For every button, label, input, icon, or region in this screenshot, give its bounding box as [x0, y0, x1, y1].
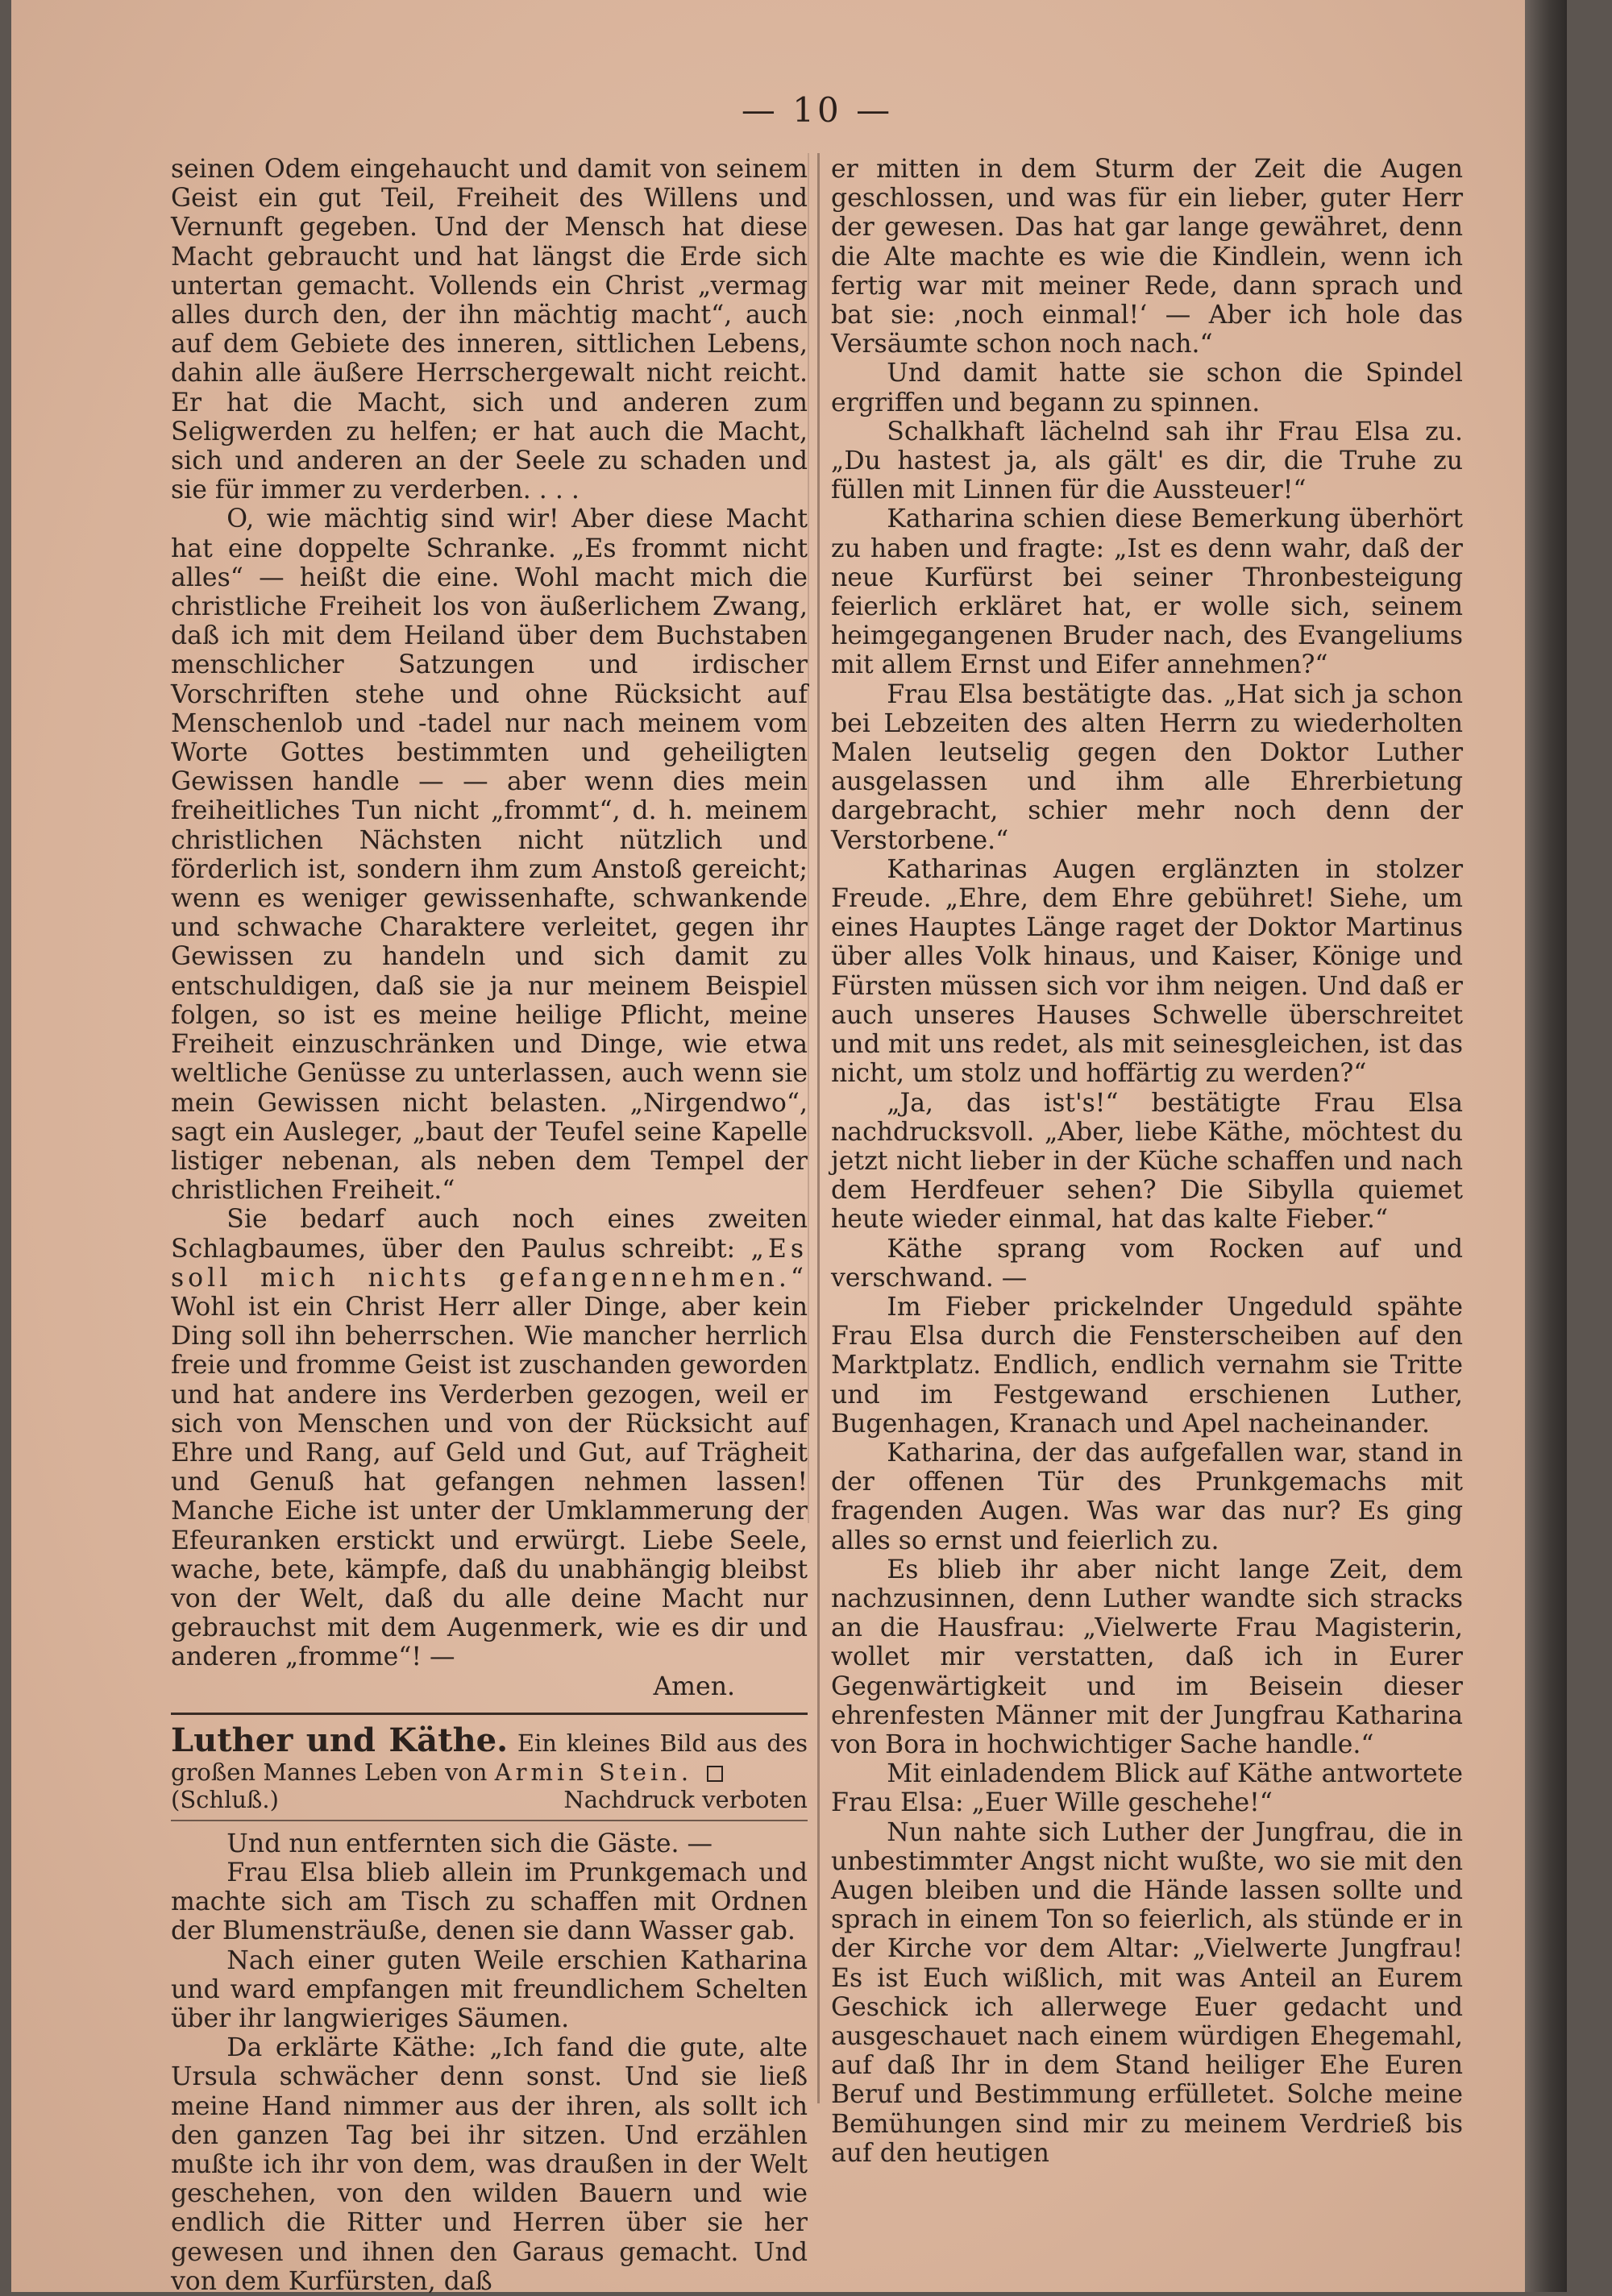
header-underline — [171, 1820, 808, 1821]
box-icon — [707, 1766, 723, 1782]
book-spine — [1525, 0, 1567, 2292]
section-divider — [171, 1713, 808, 1715]
story-paragraph: Katharina, der das aufgefallen war, stand in der offenen Tür des Prunkgemachs mit fragenden Augen. Was war das nur? Es ging alles so ernst und feierlich zu. — [831, 1438, 1463, 1555]
story-paragraph: Nach einer guten Weile erschien Katharina und ward empfangen mit freundlichem Schelten über ihr langwieriges Säumen. — [171, 1945, 808, 2033]
story-closing-note: (Schluß.) — [171, 1785, 279, 1813]
bible-quote: „Es soll mich nichts gefangennehmen.“ — [171, 1234, 808, 1293]
story-paragraph: Katharina schien diese Bemerkung überhört zu haben und fragte: „Ist es denn wahr, daß der neue Kurfürst bei seiner Thronbesteigung feierlich erkläret hat, er wolle sich, seinem heimgegangenen Bruder nach, des Evangeliums mit allem Ernst und Eifer annehmen?“ — [831, 504, 1463, 680]
story-subtitle: Ein kleines Bild aus des großen Mannes Leben von — [171, 1729, 808, 1786]
sermon-text: Wohl ist ein Christ Herr aller Dinge, aber kein Ding soll ihn beherrschen. Wie mancher herrlich freie und fromme Geist ist zuschanden geworden und hat andere ins Verderben gezogen, weil er sich von Menschen und von der Rücksicht auf Ehre und Rang, auf Geld und Gut, auf Trägheit und Genuß hat gefangen nehmen lassen! Manche Eiche ist unter der Umklammerung der Efeuranken erstickt und erwürgt. Liebe Seele, wache, bete, kämpfe, daß du unabhängig bleibst von der Welt, daß du alle deine Macht nur gebrauchst mit dem Augenmerk, wie es dir und anderen „fromme“! — — [171, 1292, 808, 1672]
story-paragraph: er mitten in dem Sturm der Zeit die Augen geschlossen, und was für ein lieber, guter Herr der gewesen. Das hat gar lange gewähret, denn die Alte machte es wie die Kindlein, wenn ich fertig war mit meiner Rede, dann sprach und bat sie: ‚noch einmal!‘ — Aber ich hole das Versäumte schon noch nach.“ — [831, 155, 1463, 359]
story-paragraph: Und damit hatte sie schon die Spindel ergriffen und begann zu spinnen. — [831, 359, 1463, 417]
story-paragraph: „Ja, das ist's!“ bestätigte Frau Elsa nachdrucksvoll. „Aber, liebe Käthe, möchtest du jetzt nicht lieber in der Küche schaffen und nach dem Herdfeuer sehen? Die Sibylla quiemet heute wieder einmal, hat das kalte Fieber.“ — [831, 1088, 1463, 1235]
column-fold-line — [808, 153, 809, 1523]
story-paragraph: Nun nahte sich Luther der Jungfrau, die in unbestimmter Angst nicht wußte, wo sie mit den Augen bleiben und die Hände lassen sollte und sprach in einem Ton so feierlich, als stünde er in der Kirche vor dem Altar: „Vielwerte Jungfrau! Es ist Euch wißlich, mit was Anteil an Eurem Geschick ich allerwege Euer gedacht und ausgeschauet nach einem würdigen Ehegemahl, auf daß Ihr in dem Stand heiliger Ehe Euren Beruf und Bestimmung erfülletet. Solche meine Bemühungen sind mir zu meinem Verdrieß bis auf den heutigen — [831, 1817, 1463, 2168]
reprint-notice: Nachdruck verboten — [563, 1785, 808, 1813]
story-paragraph: Frau Elsa blieb allein im Prunkgemach und machte sich am Tisch zu schaffen mit Ordnen der Blumensträuße, denen sie dann Wasser gab. — [171, 1858, 808, 1946]
story-paragraph: Schalkhaft lächelnd sah ihr Frau Elsa zu. „Du hastest ja, als gält' es dir, die Truhe zu füllen mit Linnen für die Aussteuer!“ — [831, 417, 1463, 505]
sermon-text: Sie bedarf auch noch eines zweiten Schlagbaumes, über den Paulus schreibt: — [171, 1205, 808, 1264]
right-column — [831, 155, 1463, 2168]
story-meta — [171, 1786, 808, 1813]
story-author: Armin Stein. — [494, 1758, 693, 1786]
story-paragraph: Im Fieber prickelnder Ungeduld spähte Frau Elsa durch die Fensterscheiben auf den Marktplatz. Endlich, endlich vernahm sie Tritte und im Festgewand erschienen Luther, Bugenhagen, Kranach und Apel nacheinander. — [831, 1292, 1463, 1439]
story-paragraph: Und nun entfernten sich die Gäste. — — [226, 1829, 713, 1858]
sermon-closing-amen: Amen. — [653, 1671, 735, 1701]
story-paragraph: Es blieb ihr aber nicht lange Zeit, dem nachzusinnen, denn Luther wandte sich stracks an die Hausfrau: „Vielwerte Frau Magisterin, wollet mir verstatten, daß ich in Eurer Gegenwärtigkeit und im Beisein dieser ehrenfesten Männer mit der Jungfrau Katharina von Bora in hochwichtiger Sache handle.“ — [831, 1555, 1463, 1759]
story-title: Luther und Käthe. — [171, 1721, 509, 1759]
sermon-paragraph: seinen Odem eingehaucht und damit von seinem Geist ein gut Teil, Freiheit des Willens und Vernunft gegeben. Und der Mensch hat diese Macht gebraucht und hat längst die Erde sich untertan gemacht. Vollends ein Christ „vermag alles durch den, der ihn mächtig macht“, auch auf dem Gebiete des inneren, sittlichen Lebens, dahin alle äußere Herrschergewalt nicht reicht. Er hat die Macht, sich und anderen zum Seligwerden zu helfen; er hat auch die Macht, sich und anderen an der Seele zu schaden und sie für immer zu verderben. . . . — [171, 155, 808, 505]
story-paragraph: Da erklärte Käthe: „Ich fand die gute, alte Ursula schwächer denn sonst. Und sie ließ meine Hand nimmer aus der ihren, als sollt ich den ganzen Tag bei ihr sitzen. Und erzählen mußte ich ihr von dem, was draußen in der Welt geschehen, von den wilden Bauern und wie endlich die Ritter und Herren über sie her gewesen und ihnen den Garaus gemacht. Und von dem Kurfürsten, daß — [171, 2033, 808, 2296]
sermon-paragraph — [171, 1205, 808, 1671]
story-paragraph: Käthe sprang vom Rocken auf und verschwand. — — [831, 1234, 1463, 1293]
story-header — [171, 1723, 808, 1786]
column-divider — [817, 153, 820, 2103]
story-paragraph: Katharinas Augen erglänzten in stolzer Freude. „Ehre, dem Ehre gebühret! Siehe, um eines Hauptes Länge raget der Doktor Martinus über alles Volk hinaus, und Kaiser, Könige und Fürsten müssen sich vor ihm neigen. Und daß er auch unseres Hauses Schwelle überschreitet und mit uns redet, als mit seinesgleichen, ist das nicht, um stolz und hoffärtig zu werden?“ — [831, 854, 1463, 1089]
sermon-paragraph: O, wie mächtig sind wir! Aber diese Macht hat eine doppelte Schranke. „Es frommt nicht alles“ — heißt die eine. Wohl macht mich die christliche Freiheit los von äußerlichem Zwang, daß ich mit dem Heiland über dem Buchstaben menschlicher Satzungen und irdischer Vorschriften stehe und ohne Rücksicht auf Menschenlob und -tadel nur nach meinem vom Worte Gottes bestimmten und geheiligten Gewissen handle — — aber wenn dies mein freiheitliches Tun nicht „frommt“, d. h. meinem christlichen Nächsten nicht nützlich und förderlich ist, sondern ihm zum Anstoß gereicht; wenn es weniger gewissenhafte, schwankende und schwache Charaktere verleitet, gegen ihr Gewissen zu handeln und sich damit zu entschuldigen, daß sie ja nur meinem Beispiel folgen, so ist es meine heilige Pflicht, meine Freiheit einzuschränken und Dinge, wie etwa weltliche Genüsse zu unterlassen, auch wenn sie mein Gewissen nicht belasten. „Nirgendwo“, sagt ein Ausleger, „baut der Teufel seine Kapelle listiger nebenan, als neben dem Tempel der christlichen Freiheit.“ — [171, 504, 808, 1206]
story-paragraph: Mit einladendem Blick auf Käthe antwortete Frau Elsa: „Euer Wille geschehe!“ — [831, 1759, 1463, 1818]
story-paragraph: Frau Elsa bestätigte das. „Hat sich ja schon bei Lebzeiten des alten Herrn zu wiederholten Malen leutselig gegen den Doktor Luther ausgelassen und ihm alle Ehrerbietung dargebracht, schier mehr noch denn der Verstorbene.“ — [831, 679, 1463, 855]
page-number: — 10 — — [741, 90, 894, 130]
newspaper-page — [11, 0, 1567, 2296]
left-column — [171, 155, 808, 2296]
